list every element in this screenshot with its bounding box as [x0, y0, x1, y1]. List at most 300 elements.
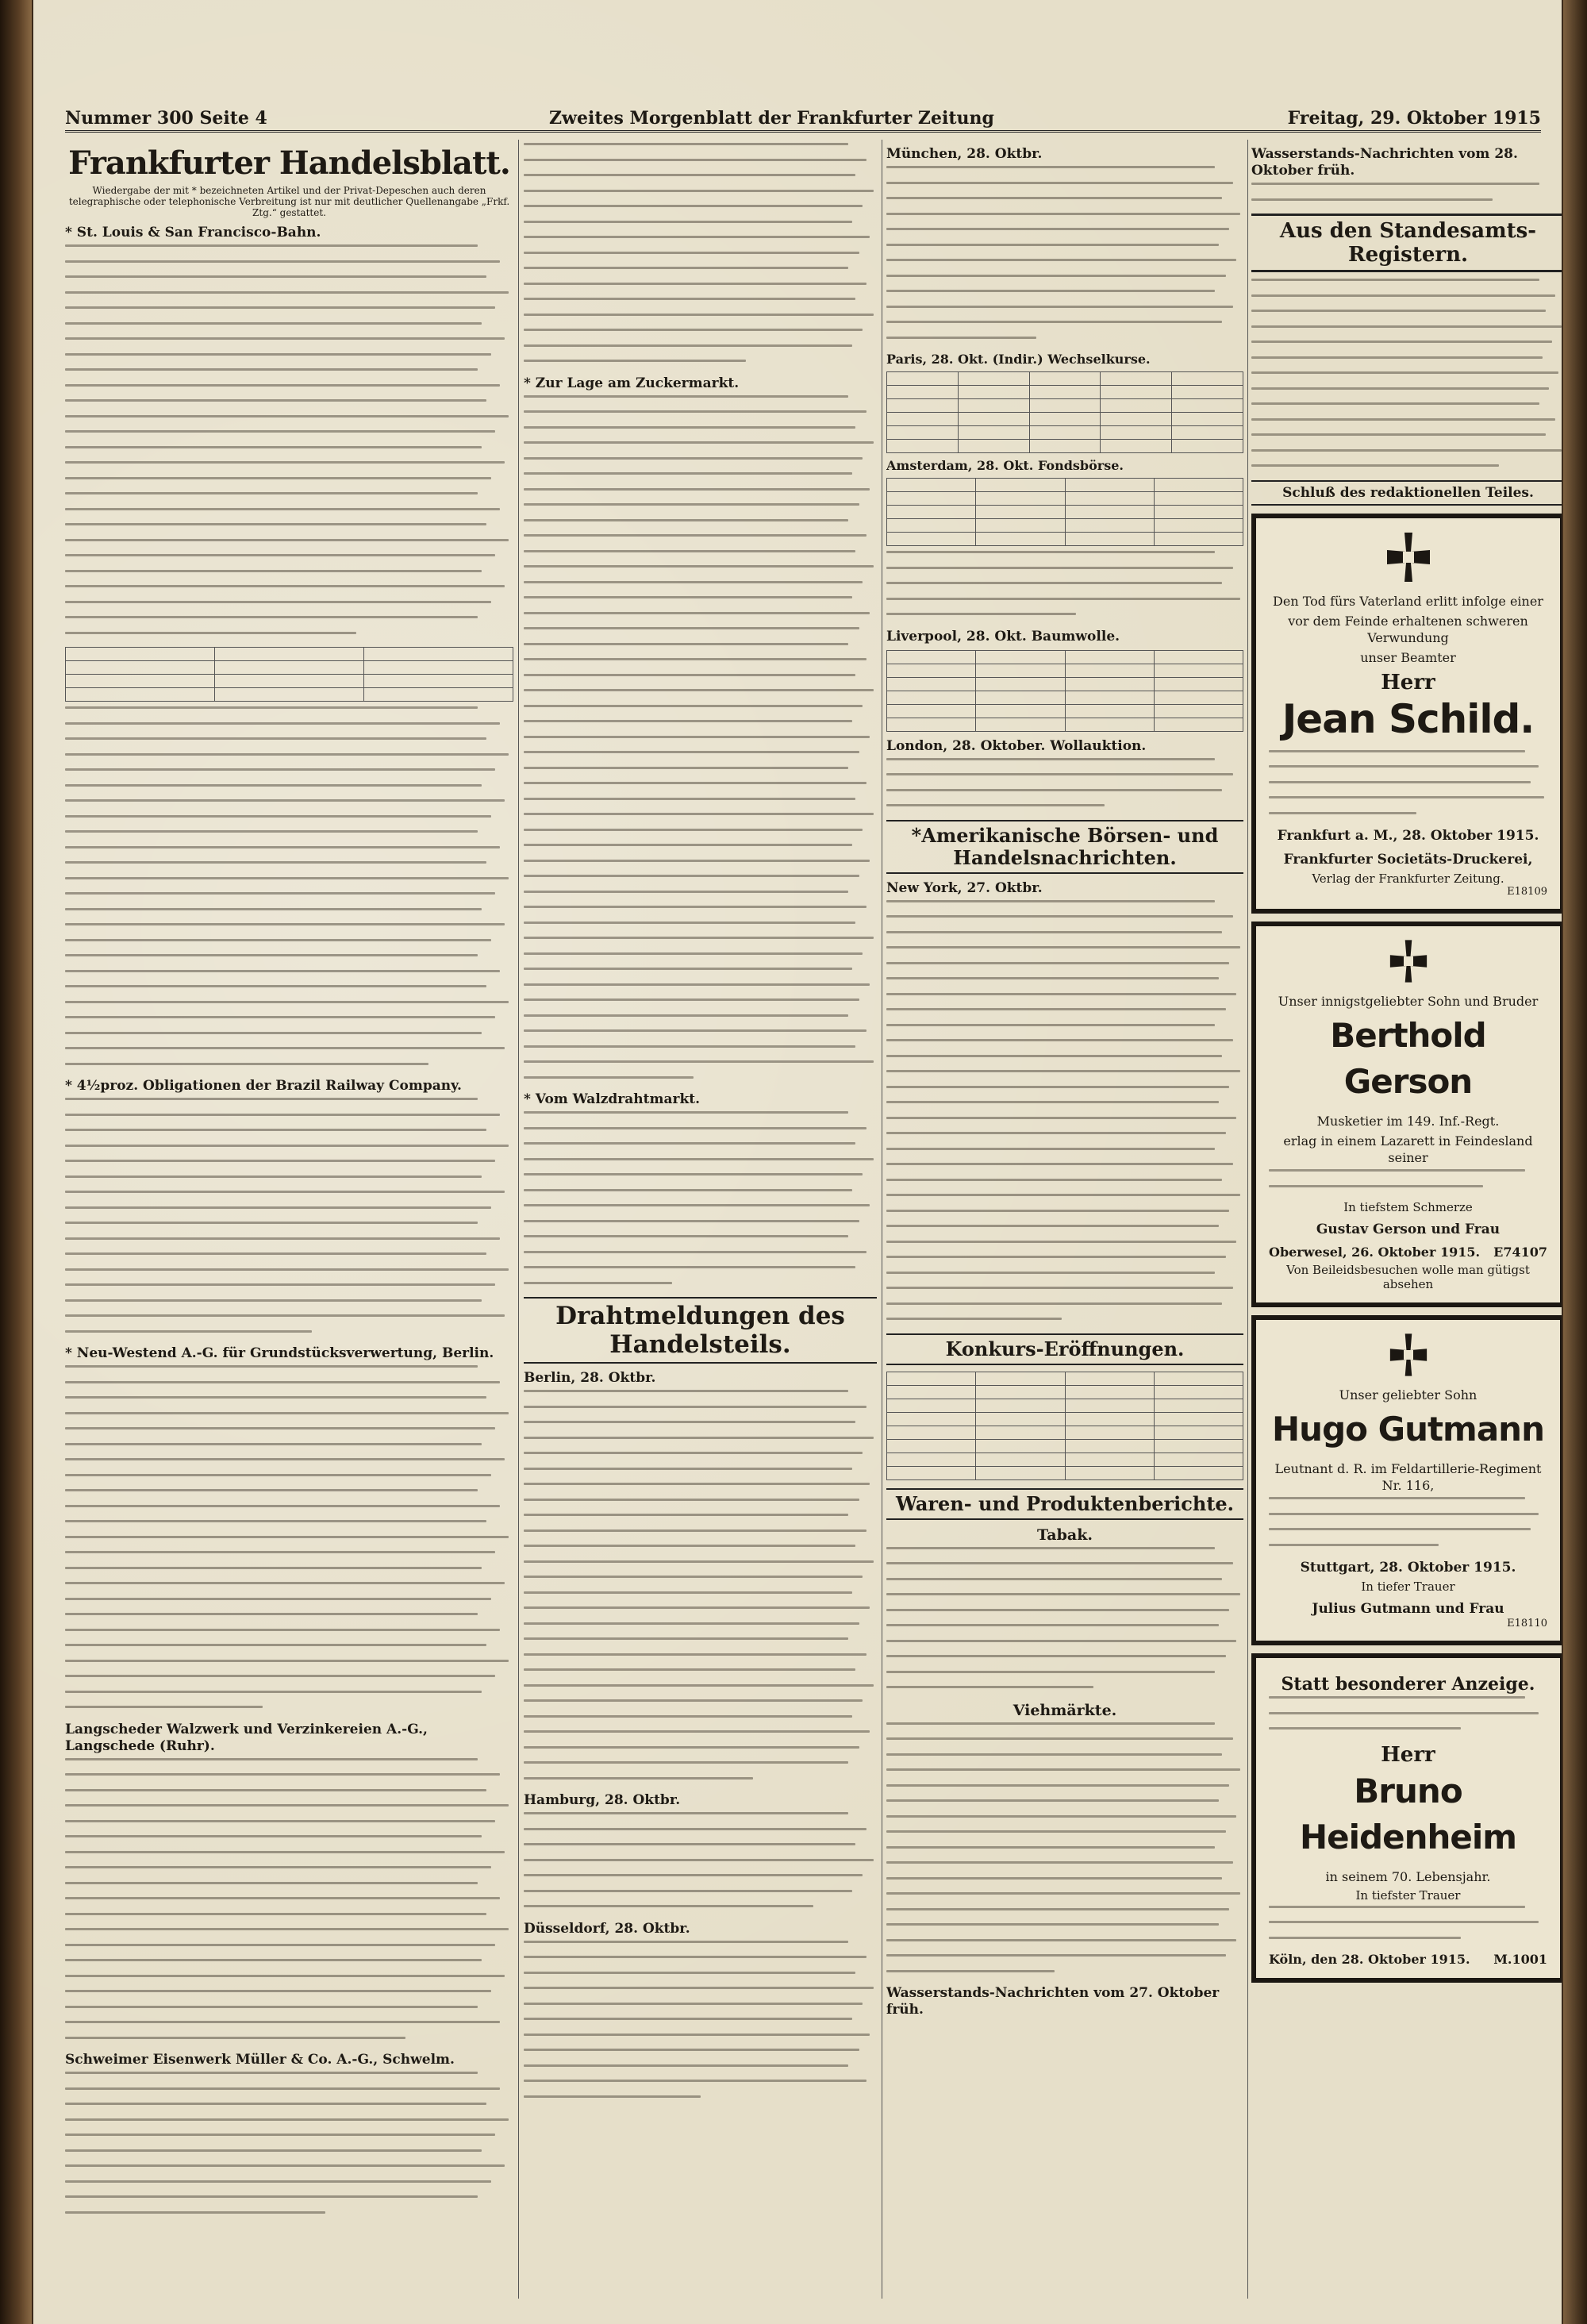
text-line: [524, 1956, 867, 1958]
text-line: [524, 534, 867, 537]
text-line: [524, 1545, 855, 1547]
text-line: [886, 1241, 1236, 1243]
text-line: [886, 1954, 1226, 1957]
text-line: [1251, 433, 1546, 436]
text-block: [886, 1547, 1243, 1689]
bankruptcy-table: [886, 1372, 1243, 1480]
text-line: [65, 1990, 491, 1992]
text-line: [886, 1194, 1240, 1196]
section-title: Drahtmeldungen des Handelsteils.: [524, 1297, 877, 1364]
text-block: [524, 1390, 877, 1780]
article-heading: * Neu-Westend A.-G. für Grundstücksverwertung, Berlin.: [65, 1345, 494, 1361]
text-line: [65, 2180, 491, 2183]
text-line: [886, 1908, 1229, 1910]
text-line: [65, 523, 486, 525]
text-line: [886, 789, 1222, 791]
text-line: [65, 799, 505, 802]
text-block: [1269, 1696, 1547, 1730]
text-line: [524, 1560, 874, 1563]
text-block: [1251, 183, 1562, 201]
text-line: [524, 782, 867, 784]
text-line: [524, 1514, 848, 1516]
text-line: [524, 1987, 874, 1989]
text-line: [524, 457, 863, 460]
text-line: [65, 877, 509, 879]
text-line: [65, 1913, 486, 1915]
text-line: [65, 1047, 505, 1049]
text-line: [65, 2103, 486, 2105]
book-binding-edge: [0, 0, 32, 2324]
text-line: [1269, 1696, 1525, 1699]
text-line: [1269, 1712, 1539, 1714]
text-line: [886, 1753, 1222, 1756]
text-line: [524, 1142, 855, 1145]
text-block: [886, 758, 1243, 807]
text-line: [524, 565, 874, 568]
text-line: [886, 1722, 1215, 1725]
article-heading: Berlin, 28. Oktbr.: [524, 1370, 656, 1386]
text-line: [65, 923, 505, 925]
obituary-place-date: Stuttgart, 28. Oktober 1915.: [1300, 1560, 1516, 1576]
text-line: [65, 492, 478, 494]
text-line: [65, 1758, 478, 1760]
text-line: [886, 1256, 1226, 1258]
text-line: [886, 1225, 1219, 1227]
text-line: [524, 1499, 859, 1501]
text-line: [886, 1101, 1219, 1103]
bond-table: [65, 647, 513, 702]
text-line: [524, 1812, 848, 1814]
text-line: [524, 1406, 867, 1408]
text-line: [65, 2021, 500, 2023]
text-line: [65, 1882, 478, 1884]
text-line: [65, 554, 495, 556]
text-line: [65, 2211, 325, 2214]
text-line: [65, 1032, 482, 1034]
text-line: [65, 908, 482, 910]
text-line: [524, 174, 855, 176]
text-line: [524, 1251, 867, 1253]
text-line: [1251, 356, 1543, 359]
text-line: [1269, 765, 1539, 768]
text-line: [886, 1737, 1233, 1740]
header-publication: Zweites Morgenblatt der Frankfurter Zeitung: [549, 108, 994, 129]
reprint-note: Wiedergabe der mit * bezeichneten Artikel und der Privat-Depeschen auch deren telegraphische oder telephonische Verbreitung ist nur mit deutlicher Quellenangabe „Frkf. Ztg.“ gestattet.: [68, 185, 510, 218]
text-line: [524, 426, 855, 429]
text-line: [65, 2037, 405, 2039]
text-line: [886, 1923, 1219, 1926]
text-line: [524, 1045, 855, 1048]
text-line: [65, 892, 495, 895]
text-line: [65, 539, 509, 541]
text-line: [524, 1076, 694, 1079]
text-line: [886, 166, 1215, 168]
article-heading: * St. Louis & San Francisco-Bahn.: [65, 225, 321, 240]
text-line: [524, 1127, 867, 1129]
text-line: [65, 1644, 486, 1646]
text-line: [524, 441, 874, 444]
text-line: [886, 551, 1215, 553]
text-line: [65, 2195, 478, 2198]
text-line: [524, 1653, 867, 1656]
text-line: [886, 1609, 1229, 1611]
text-line: [1269, 1497, 1525, 1499]
text-line: [1269, 750, 1525, 752]
subsection-title: Tabak.: [1036, 1526, 1093, 1544]
text-line: [524, 983, 870, 986]
text-line: [65, 508, 500, 510]
text-line: [524, 596, 852, 598]
text-line: [65, 1820, 495, 1822]
text-line: [1251, 279, 1539, 281]
section-title: Konkurs-Eröffnungen.: [886, 1333, 1243, 1365]
text-line: [524, 1452, 863, 1454]
text-block: [886, 166, 1243, 339]
obituary-bruno-heidenheim: [1251, 1653, 1562, 1983]
article-heading: New York, 27. Oktbr.: [886, 879, 1043, 896]
text-line: [524, 1890, 852, 1892]
text-block: [1251, 279, 1562, 467]
obituary-jean-schild: [1251, 514, 1562, 914]
text-line: [65, 1520, 486, 1522]
text-line: [65, 430, 495, 433]
text-line: [1269, 1544, 1439, 1546]
text-line: [65, 1365, 478, 1368]
text-line: [524, 891, 848, 893]
text-line: [886, 931, 1222, 933]
obituary-place-date: Oberwesel, 26. Oktober 1915.: [1269, 1245, 1481, 1260]
text-line: [524, 143, 848, 145]
text-line: [1251, 198, 1493, 201]
text-line: [524, 2034, 870, 2036]
text-line: [524, 1591, 852, 1594]
text-line: [1269, 796, 1544, 798]
text-line: [65, 1773, 500, 1776]
article-heading: Hamburg, 28. Oktbr.: [524, 1792, 681, 1808]
text-line: [65, 830, 478, 833]
text-block: [65, 1365, 513, 1708]
cotton-price-table: [886, 650, 1243, 732]
text-line: [524, 1220, 859, 1222]
article-heading: München, 28. Oktbr.: [886, 146, 1043, 162]
text-line: [886, 1210, 1229, 1212]
text-line: [886, 804, 1105, 806]
text-line: [886, 598, 1240, 600]
text-line: [886, 1799, 1219, 1802]
text-line: [65, 446, 482, 448]
text-line: [524, 906, 867, 908]
text-line: [65, 1314, 505, 1317]
text-block: [886, 551, 1243, 615]
text-line: [886, 1970, 1055, 1972]
text-line: [65, 1866, 491, 1868]
text-line: [65, 846, 500, 848]
section-masthead: Frankfurter Handelsblatt.: [68, 144, 510, 182]
text-line: [65, 1206, 491, 1209]
text-line: [65, 2118, 509, 2121]
text-line: [886, 582, 1222, 584]
text-line: [524, 674, 855, 676]
text-line: [524, 2064, 848, 2067]
text-line: [886, 259, 1236, 261]
text-line: [886, 1024, 1215, 1026]
text-line: [524, 1529, 867, 1532]
text-line: [65, 1114, 500, 1116]
text-block: [524, 1941, 877, 2098]
text-line: [524, 798, 855, 800]
text-block: [524, 143, 877, 362]
text-line: [65, 1443, 482, 1445]
text-line: [524, 627, 859, 629]
text-line: [65, 985, 486, 987]
text-line: [886, 290, 1215, 292]
obituary-signature: Julius Gutmann und Frau: [1312, 1601, 1504, 1617]
text-line: [524, 968, 852, 970]
article-heading: Düsseldorf, 28. Oktbr.: [524, 1920, 690, 1937]
obituary-text: vor dem Feinde erhaltenen schweren Verwundung: [1288, 613, 1528, 645]
iron-cross-icon: [1381, 529, 1436, 585]
text-block: [65, 706, 513, 1065]
text-line: [65, 2134, 495, 2136]
obituary-hugo-gutmann: [1251, 1315, 1562, 1645]
text-line: [886, 1593, 1240, 1595]
text-block: [65, 1758, 513, 2039]
text-line: [1269, 812, 1416, 814]
article-heading: * Zur Lage am Zuckermarkt.: [524, 375, 740, 391]
obituary-signature: Verlag der Frankfurter Zeitung.: [1312, 872, 1504, 886]
article-heading: Schweimer Eisenwerk Müller & Co. A.-G., Schwelm.: [65, 2052, 455, 2068]
text-line: [65, 1268, 509, 1271]
text-line: [524, 1684, 874, 1687]
obituary-heading: Statt besonderer Anzeige.: [1281, 1674, 1535, 1695]
text-line: [65, 1237, 500, 1240]
text-block: [1269, 1169, 1547, 1187]
text-line: [524, 329, 863, 331]
text-line: [886, 613, 1076, 615]
water-level-heading: Wasserstands-Nachrichten vom 27. Oktober früh.: [886, 1985, 1220, 2018]
text-line: [65, 1474, 491, 1476]
text-line: [65, 939, 491, 941]
obituary-place-row: [1269, 1245, 1547, 1260]
text-line: [524, 1637, 848, 1640]
text-line: [886, 1547, 1215, 1549]
text-line: [65, 1145, 509, 1147]
text-line: [524, 1972, 855, 1974]
text-line: [524, 1941, 848, 1943]
text-line: [65, 632, 356, 634]
text-line: [524, 658, 867, 660]
text-line: [524, 736, 870, 738]
text-line: [65, 970, 500, 972]
text-line: [524, 1235, 848, 1237]
text-line: [524, 1606, 870, 1609]
text-line: [65, 1330, 312, 1333]
text-line: [65, 1975, 505, 1977]
text-line: [65, 706, 478, 709]
book-spine-edge: [1563, 0, 1587, 2324]
article-heading: * Vom Walzdrahtmarkt.: [524, 1091, 701, 1107]
text-line: [65, 461, 505, 464]
obituary-text: unser Beamter: [1360, 649, 1456, 665]
text-line: [65, 260, 500, 263]
text-line: [1251, 310, 1546, 312]
text-line: [886, 1784, 1229, 1787]
text-line: [524, 550, 855, 552]
text-line: [524, 1622, 859, 1625]
text-line: [886, 228, 1229, 230]
text-line: [1269, 1528, 1531, 1530]
text-line: [65, 585, 505, 587]
obituary-place-date: Köln, den 28. Oktober 1915.: [1269, 1952, 1470, 1967]
text-line: [524, 1173, 863, 1175]
text-line: [524, 2049, 859, 2051]
page-header: [65, 108, 1541, 133]
text-line: [1269, 1513, 1539, 1515]
text-line: [65, 815, 491, 818]
text-line: [65, 1536, 509, 1538]
text-line: [886, 1846, 1215, 1849]
text-line: [524, 1158, 874, 1160]
text-line: [65, 1691, 482, 1693]
exchange-rate-table: [886, 371, 1243, 453]
obituary-text: Musketier im 149. Inf.-Regt.: [1316, 1114, 1500, 1129]
text-line: [65, 1804, 509, 1806]
obituary-title: Herr: [1381, 670, 1435, 695]
text-line: [524, 1421, 855, 1423]
text-line: [524, 1437, 874, 1439]
text-line: [886, 1086, 1229, 1088]
text-line: [886, 1939, 1236, 1941]
text-line: [886, 275, 1226, 277]
text-line: [65, 1789, 486, 1791]
text-line: [886, 1055, 1222, 1057]
text-line: [524, 952, 863, 955]
text-line: [886, 337, 1036, 339]
text-block: [65, 2072, 513, 2214]
obituary-text: in seinem 70. Lebensjahr.: [1325, 1868, 1491, 1884]
text-line: [1251, 387, 1549, 390]
newspaper-page: [33, 0, 1562, 2324]
text-line: [524, 205, 863, 207]
text-line: [524, 937, 874, 939]
text-line: [524, 1189, 852, 1191]
text-line: [886, 1117, 1236, 1119]
text-line: [886, 946, 1240, 948]
water-level-heading: Wasserstands-Nachrichten vom 28. Oktober früh.: [1251, 146, 1518, 179]
text-line: [886, 321, 1222, 323]
text-line: [886, 900, 1215, 902]
text-line: [886, 1179, 1222, 1181]
text-line: [524, 1668, 855, 1671]
text-line: [65, 2149, 482, 2152]
text-line: [65, 1613, 478, 1615]
ad-reference: M.1001: [1493, 1952, 1547, 1967]
text-line: [524, 283, 867, 285]
text-line: [1269, 1727, 1461, 1730]
text-line: [524, 410, 867, 413]
text-line: [65, 861, 486, 864]
text-line: [65, 784, 482, 787]
text-line: [886, 213, 1240, 215]
text-line: [65, 337, 505, 340]
text-line: [65, 353, 491, 356]
text-line: [524, 221, 852, 223]
text-block: [524, 1111, 877, 1284]
text-line: [886, 244, 1219, 246]
article-heading: * 4½proz. Obligationen der Brazil Railway Company.: [65, 1078, 462, 1094]
text-line: [524, 1761, 848, 1764]
text-line: [65, 1412, 509, 1414]
column-rule: [1247, 140, 1248, 2299]
text-line: [1269, 1906, 1525, 1908]
text-line: [524, 705, 863, 707]
text-block: [886, 900, 1243, 1321]
text-line: [65, 1582, 505, 1584]
text-line: [65, 1851, 505, 1853]
text-line: [524, 643, 848, 645]
obituary-berthold-gerson: [1251, 922, 1562, 1307]
text-line: [524, 252, 859, 254]
text-line: [524, 2018, 852, 2020]
deceased-name: Berthold Gerson: [1330, 1016, 1486, 1101]
text-line: [65, 1629, 500, 1631]
text-line: [886, 1892, 1240, 1895]
text-line: [886, 1163, 1233, 1165]
text-line: [524, 1746, 859, 1749]
obituary-text: Unser innigstgeliebter Sohn und Bruder: [1278, 994, 1539, 1009]
article-heading: London, 28. Oktober. Wollauktion.: [886, 737, 1147, 754]
text-line: [524, 1828, 867, 1830]
text-line: [886, 1070, 1240, 1072]
text-line: [886, 1287, 1233, 1289]
text-line: [886, 1148, 1215, 1150]
text-line: [524, 519, 848, 521]
text-line: [1269, 781, 1531, 783]
text-line: [65, 753, 509, 756]
text-line: [524, 844, 852, 846]
text-line: [886, 1671, 1215, 1673]
text-line: [65, 1160, 495, 1162]
text-line: [886, 1640, 1236, 1642]
text-line: [524, 1843, 855, 1845]
text-line: [886, 306, 1233, 308]
column-4: [1251, 140, 1562, 1991]
text-line: [65, 2006, 478, 2008]
obituary-signature: In tiefer Trauer: [1361, 1579, 1455, 1594]
text-line: [886, 1008, 1226, 1010]
text-line: [886, 1830, 1226, 1833]
text-line: [65, 737, 486, 740]
obituary-text: Leutnant d. R. im Feldartillerie-Regiment Nr. 116,: [1274, 1461, 1542, 1493]
table-title: Amsterdam, 28. Okt. Fondsbörse.: [886, 458, 1124, 473]
text-line: [524, 922, 855, 924]
text-line: [65, 1944, 495, 1946]
text-line: [524, 1874, 863, 1876]
section-title: *Amerikanische Börsen- und Handelsnachrichten.: [886, 820, 1243, 874]
text-line: [886, 1039, 1233, 1041]
obituary-text: Den Tod fürs Vaterland erlitt infolge einer: [1273, 593, 1543, 609]
text-line: [65, 1175, 482, 1178]
text-line: [524, 1715, 852, 1718]
text-line: [65, 1129, 486, 1131]
article-heading: Liverpool, 28. Okt. Baumwolle.: [886, 628, 1120, 644]
text-line: [65, 2164, 505, 2167]
subsection-title: Viehmärkte.: [1013, 1701, 1117, 1719]
text-line: [1251, 183, 1539, 185]
header-date: Freitag, 29. Oktober 1915: [1287, 108, 1541, 129]
text-line: [65, 368, 478, 371]
header-page-number: Nummer 300 Seite 4: [65, 108, 267, 129]
